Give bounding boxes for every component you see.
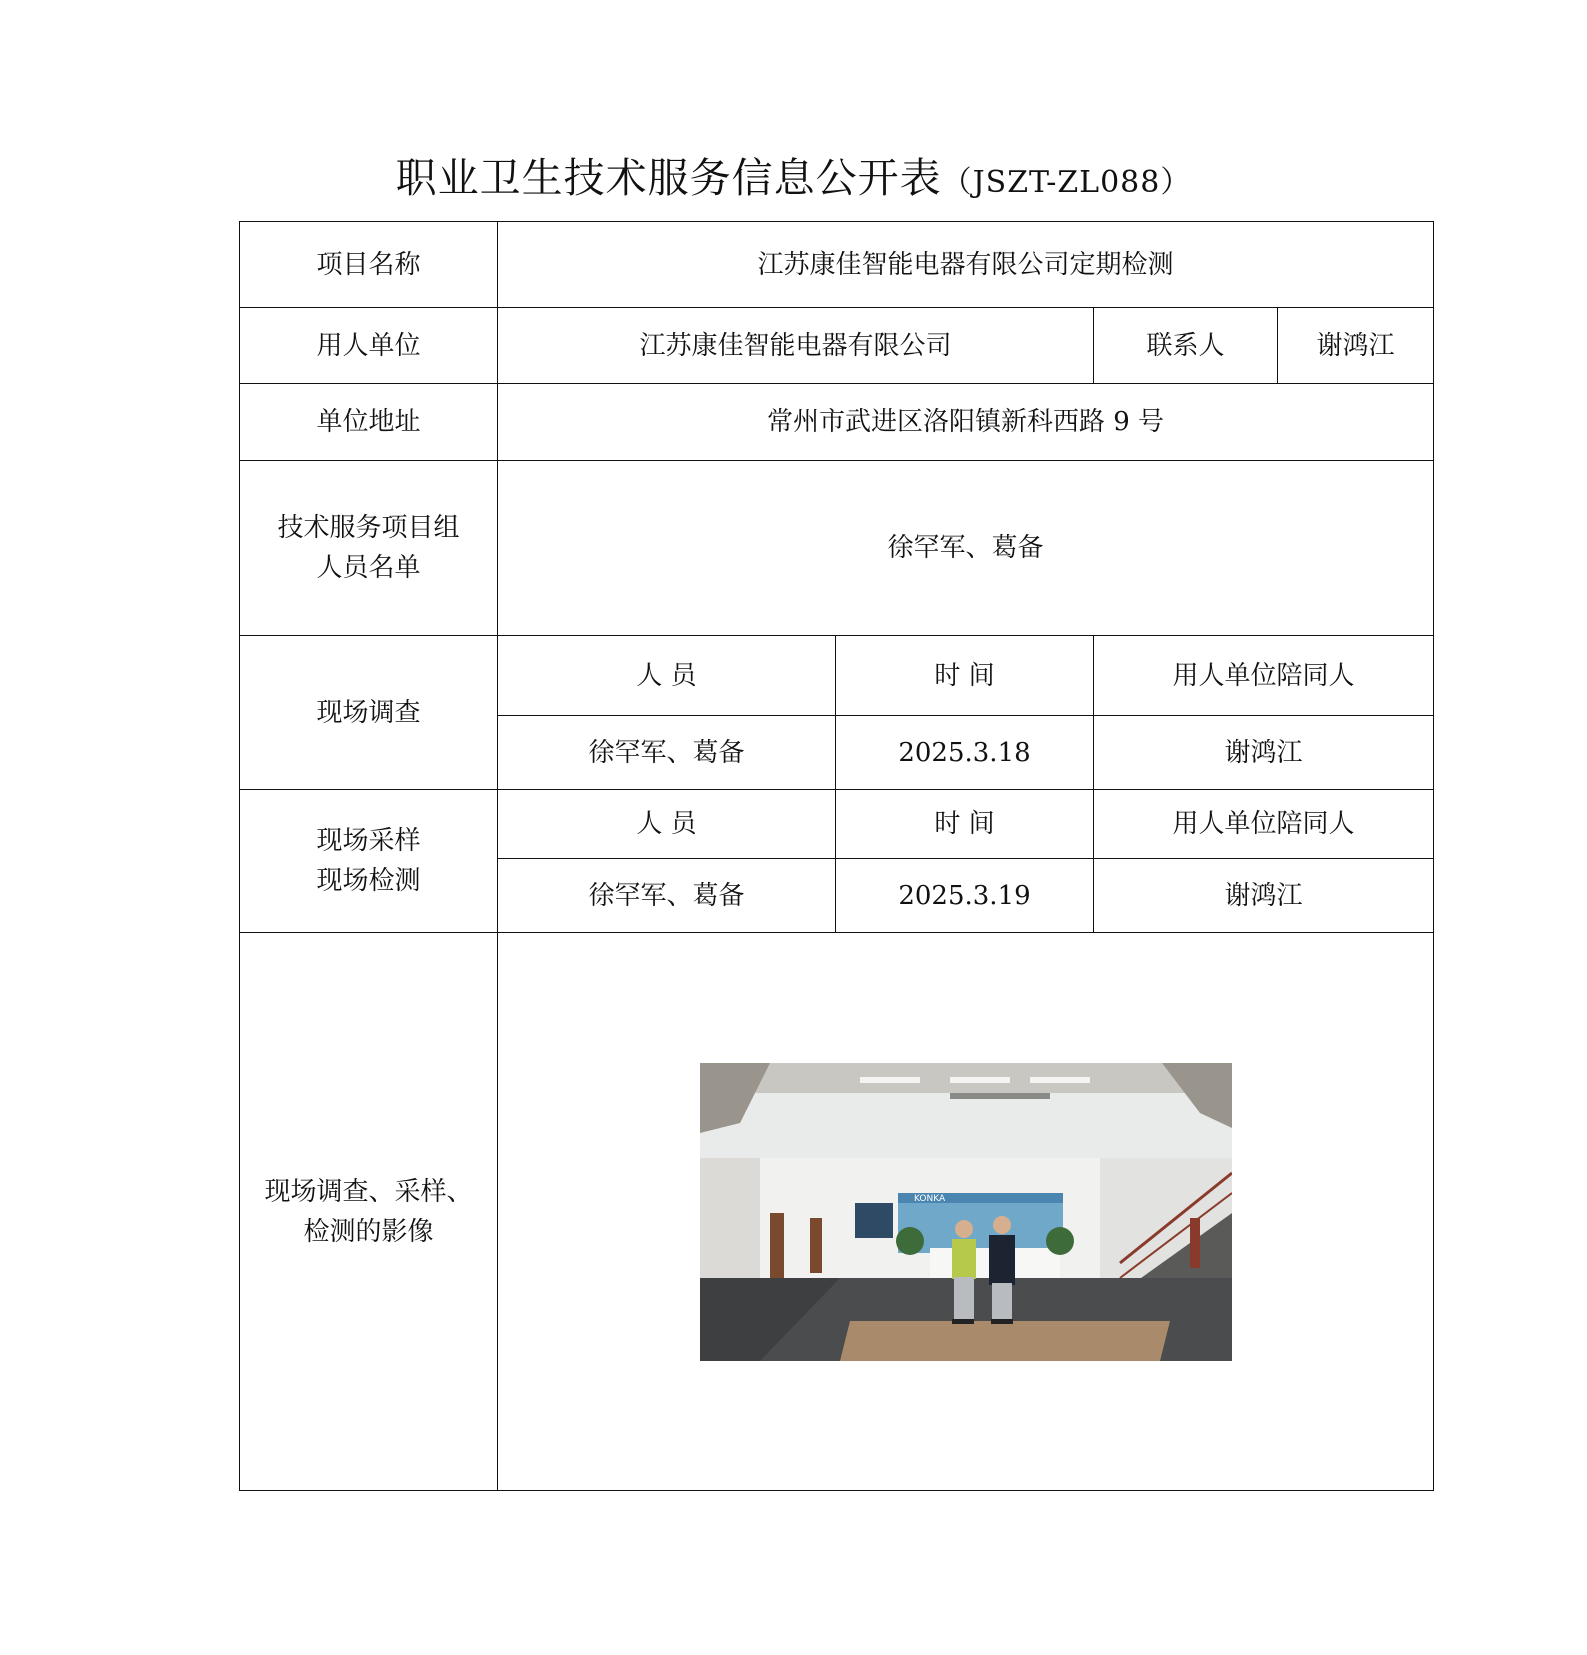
info-table xyxy=(239,221,1434,1491)
row-survey-header xyxy=(240,636,1434,716)
image-label-line2: 检测的影像 xyxy=(303,1216,434,1247)
team-label-line1: 技术服务项目组 xyxy=(277,513,460,543)
contact-label: 联系人 xyxy=(1094,308,1278,384)
sampling-label-line1: 现场采样 xyxy=(316,826,421,856)
employer-value: 江苏康佳智能电器有限公司 xyxy=(498,308,1094,384)
team-value: 徐罕军、葛备 xyxy=(498,461,1434,636)
survey-header-person: 人 员 xyxy=(498,636,836,716)
sampling-header-time: 时 间 xyxy=(836,790,1094,859)
sampling-person: 徐罕军、葛备 xyxy=(498,859,836,933)
sign-text: KONKA xyxy=(913,1193,945,1204)
image-cell xyxy=(498,933,1434,1491)
project-name-label: 项目名称 xyxy=(240,222,498,308)
team-label-line2: 人员名单 xyxy=(316,553,421,583)
row-project-name xyxy=(240,222,1434,308)
sampling-time: 2025.3.19 xyxy=(836,859,1094,933)
title-code: （JSZT-ZL088） xyxy=(941,165,1192,200)
title-main: 职业卫生技术服务信息公开表 xyxy=(395,154,942,202)
row-address xyxy=(240,384,1434,461)
address-label: 单位地址 xyxy=(240,384,498,461)
sampling-escort: 谢鸿江 xyxy=(1094,859,1434,933)
row-team xyxy=(240,461,1434,636)
sampling-header-escort: 用人单位陪同人 xyxy=(1094,790,1434,859)
sampling-header-person: 人 员 xyxy=(498,790,836,859)
survey-header-escort: 用人单位陪同人 xyxy=(1094,636,1434,716)
site-photo xyxy=(700,1063,1232,1361)
survey-label: 现场调查 xyxy=(240,636,498,790)
survey-escort: 谢鸿江 xyxy=(1094,716,1434,790)
page-title xyxy=(0,150,1587,211)
survey-time: 2025.3.18 xyxy=(836,716,1094,790)
survey-header-time: 时 间 xyxy=(836,636,1094,716)
sampling-label-line2: 现场检测 xyxy=(316,866,421,896)
site-photo-illustration xyxy=(700,1063,1232,1361)
image-label-line1: 现场调查、采样、 xyxy=(264,1176,473,1207)
contact-value: 谢鸿江 xyxy=(1278,308,1434,384)
row-images xyxy=(240,933,1434,1491)
team-label xyxy=(240,461,498,636)
address-value: 常州市武进区洛阳镇新科西路 9 号 xyxy=(498,384,1434,461)
row-sampling-header xyxy=(240,790,1434,859)
employer-label: 用人单位 xyxy=(240,308,498,384)
image-label xyxy=(240,933,498,1491)
row-employer xyxy=(240,308,1434,384)
project-name-value: 江苏康佳智能电器有限公司定期检测 xyxy=(498,222,1434,308)
survey-person: 徐罕军、葛备 xyxy=(498,716,836,790)
sampling-label xyxy=(240,790,498,933)
